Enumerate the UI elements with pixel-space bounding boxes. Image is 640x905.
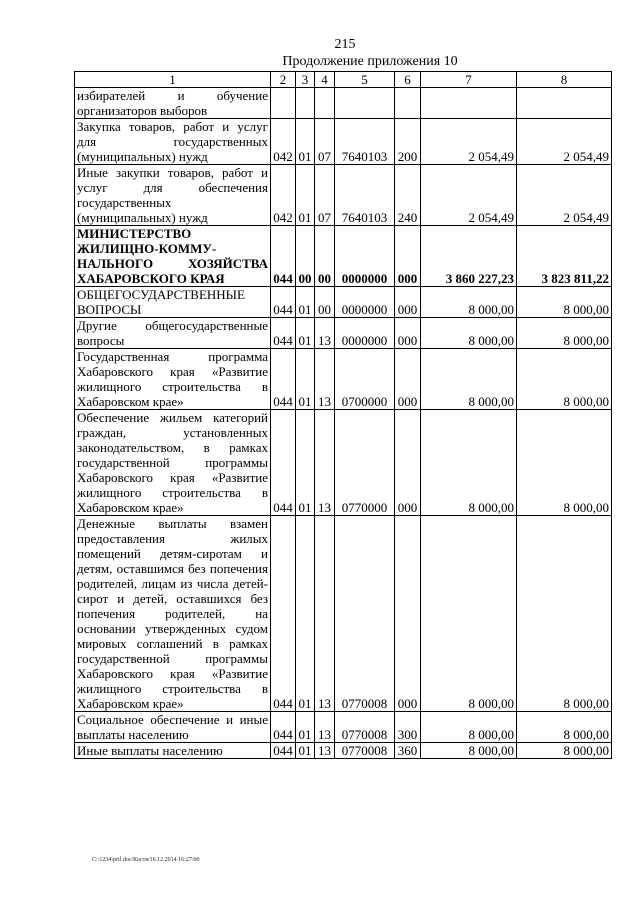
code-cell-6: 240 [395, 165, 421, 226]
code-cell-5: 0000000 [335, 318, 395, 349]
row-name-cell: Социальное обеспечение и иные выплаты населению [75, 712, 271, 743]
code-cell-5: 7640103 [335, 165, 395, 226]
table-row [75, 287, 612, 318]
amount-cell-7: 8 000,00 [421, 410, 517, 516]
row-name-cell: Государственная программа Хабаровского края «Развитие жилищного строительства в Хабаровском крае» [75, 349, 271, 410]
code-cell-4: 00 [315, 287, 335, 318]
code-cell-2: 044 [271, 349, 296, 410]
code-cell-3: 01 [296, 165, 315, 226]
amount-cell-8: 8 000,00 [517, 318, 612, 349]
code-cell-4 [315, 88, 335, 119]
table-row [75, 410, 612, 516]
code-cell-4: 13 [315, 516, 335, 712]
amount-cell-8: 8 000,00 [517, 410, 612, 516]
code-cell-3: 01 [296, 410, 315, 516]
budget-table [74, 71, 612, 759]
code-cell-2: 044 [271, 410, 296, 516]
amount-cell-7: 8 000,00 [421, 287, 517, 318]
code-cell-5: 0770008 [335, 516, 395, 712]
amount-cell-8: 8 000,00 [517, 712, 612, 743]
code-cell-5: 0770008 [335, 712, 395, 743]
amount-cell-8 [517, 88, 612, 119]
code-cell-5: 0000000 [335, 226, 395, 287]
code-cell-2: 044 [271, 743, 296, 759]
amount-cell-8: 8 000,00 [517, 287, 612, 318]
code-cell-6 [395, 88, 421, 119]
table-row [75, 743, 612, 759]
file-path-footer: C:\1234\pril.doc/Костя/16.12.2014 16:27:00 [92, 857, 200, 863]
amount-cell-7: 8 000,00 [421, 516, 517, 712]
code-cell-2: 044 [271, 712, 296, 743]
table-body [75, 72, 612, 759]
amount-cell-7: 8 000,00 [421, 349, 517, 410]
row-name-cell: Другие общегосударственные вопросы [75, 318, 271, 349]
code-cell-3: 01 [296, 349, 315, 410]
header-cell: 7 [421, 72, 517, 88]
code-cell-6: 000 [395, 516, 421, 712]
code-cell-3: 01 [296, 287, 315, 318]
header-cell: 8 [517, 72, 612, 88]
table-row [75, 119, 612, 165]
amount-cell-7: 2 054,49 [421, 119, 517, 165]
code-cell-3: 01 [296, 743, 315, 759]
code-cell-5: 0770008 [335, 743, 395, 759]
table-row [75, 712, 612, 743]
header-cell: 4 [315, 72, 335, 88]
amount-cell-8: 2 054,49 [517, 165, 612, 226]
header-cell: 3 [296, 72, 315, 88]
code-cell-6: 000 [395, 287, 421, 318]
code-cell-6: 360 [395, 743, 421, 759]
code-cell-2: 044 [271, 318, 296, 349]
code-cell-6: 000 [395, 410, 421, 516]
code-cell-4: 00 [315, 226, 335, 287]
code-cell-2: 042 [271, 119, 296, 165]
code-cell-4: 13 [315, 743, 335, 759]
code-cell-6: 000 [395, 226, 421, 287]
row-name-cell: Закупка товаров, работ и услуг для государственных (муниципальных) нужд [75, 119, 271, 165]
row-name-cell: ОБЩЕГОСУДАРСТВЕННЫЕ ВОПРОСЫ [75, 287, 271, 318]
code-cell-6: 200 [395, 119, 421, 165]
code-cell-2 [271, 88, 296, 119]
code-cell-2: 044 [271, 226, 296, 287]
code-cell-6: 000 [395, 318, 421, 349]
code-cell-3: 01 [296, 119, 315, 165]
row-name-cell: Денежные выплаты взамен предоставления жилых помещений детям-сиротам и детям, оставшимся без попечения родителей, лицам из числа детей-сирот и детей, оставшихся без попечения родителей, на основании утвержденных судом мировых соглашений в рамках государственной программы Хабаровского края «Развитие жилищного строительства в Хабаровском крае» [75, 516, 271, 712]
code-cell-5: 0000000 [335, 287, 395, 318]
amount-cell-7: 8 000,00 [421, 743, 517, 759]
table-row [75, 516, 612, 712]
amount-cell-8: 8 000,00 [517, 743, 612, 759]
amount-cell-8: 3 823 811,22 [517, 226, 612, 287]
code-cell-4: 13 [315, 410, 335, 516]
row-name-cell: Иные закупки товаров, работ и услуг для обеспечения государственных (муниципальных) нужд [75, 165, 271, 226]
code-cell-5 [335, 88, 395, 119]
code-cell-3: 00 [296, 226, 315, 287]
header-cell: 6 [395, 72, 421, 88]
code-cell-4: 13 [315, 318, 335, 349]
amount-cell-8: 8 000,00 [517, 516, 612, 712]
row-name-cell: МИНИСТЕРСТВО ЖИЛИЩНО-КОММУ-НАЛЬНОГО ХОЗЯЙСТВА ХАБАРОВСКОГО КРАЯ [75, 226, 271, 287]
amount-cell-8: 8 000,00 [517, 349, 612, 410]
row-name-cell: избирателей и обучение организаторов выборов [75, 88, 271, 119]
amount-cell-7: 8 000,00 [421, 318, 517, 349]
continuation-caption: Продолжение приложения 10 [282, 54, 458, 69]
code-cell-4: 07 [315, 119, 335, 165]
code-cell-2: 044 [271, 516, 296, 712]
amount-cell-7: 2 054,49 [421, 165, 517, 226]
table-row [75, 165, 612, 226]
page-number: 215 [334, 37, 356, 52]
table-row [75, 226, 612, 287]
header-cell: 1 [75, 72, 271, 88]
code-cell-5: 7640103 [335, 119, 395, 165]
code-cell-3: 01 [296, 712, 315, 743]
header-cell: 5 [335, 72, 395, 88]
table-row [75, 349, 612, 410]
code-cell-2: 044 [271, 287, 296, 318]
header-cell: 2 [271, 72, 296, 88]
code-cell-4: 07 [315, 165, 335, 226]
code-cell-3: 01 [296, 516, 315, 712]
row-name-cell: Иные выплаты населению [75, 743, 271, 759]
code-cell-4: 13 [315, 349, 335, 410]
amount-cell-7: 3 860 227,23 [421, 226, 517, 287]
code-cell-5: 0700000 [335, 349, 395, 410]
code-cell-5: 0770000 [335, 410, 395, 516]
code-cell-6: 000 [395, 349, 421, 410]
header-row [75, 72, 612, 88]
amount-cell-7 [421, 88, 517, 119]
table-row [75, 318, 612, 349]
amount-cell-7: 8 000,00 [421, 712, 517, 743]
code-cell-2: 042 [271, 165, 296, 226]
code-cell-3: 01 [296, 318, 315, 349]
code-cell-3 [296, 88, 315, 119]
row-name-cell: Обеспечение жильем категорий граждан, установленных законодательством, в рамках государственной программы Хабаровского края «Развитие жилищного строительства в Хабаровском крае» [75, 410, 271, 516]
table-row [75, 88, 612, 119]
code-cell-6: 300 [395, 712, 421, 743]
amount-cell-8: 2 054,49 [517, 119, 612, 165]
code-cell-4: 13 [315, 712, 335, 743]
